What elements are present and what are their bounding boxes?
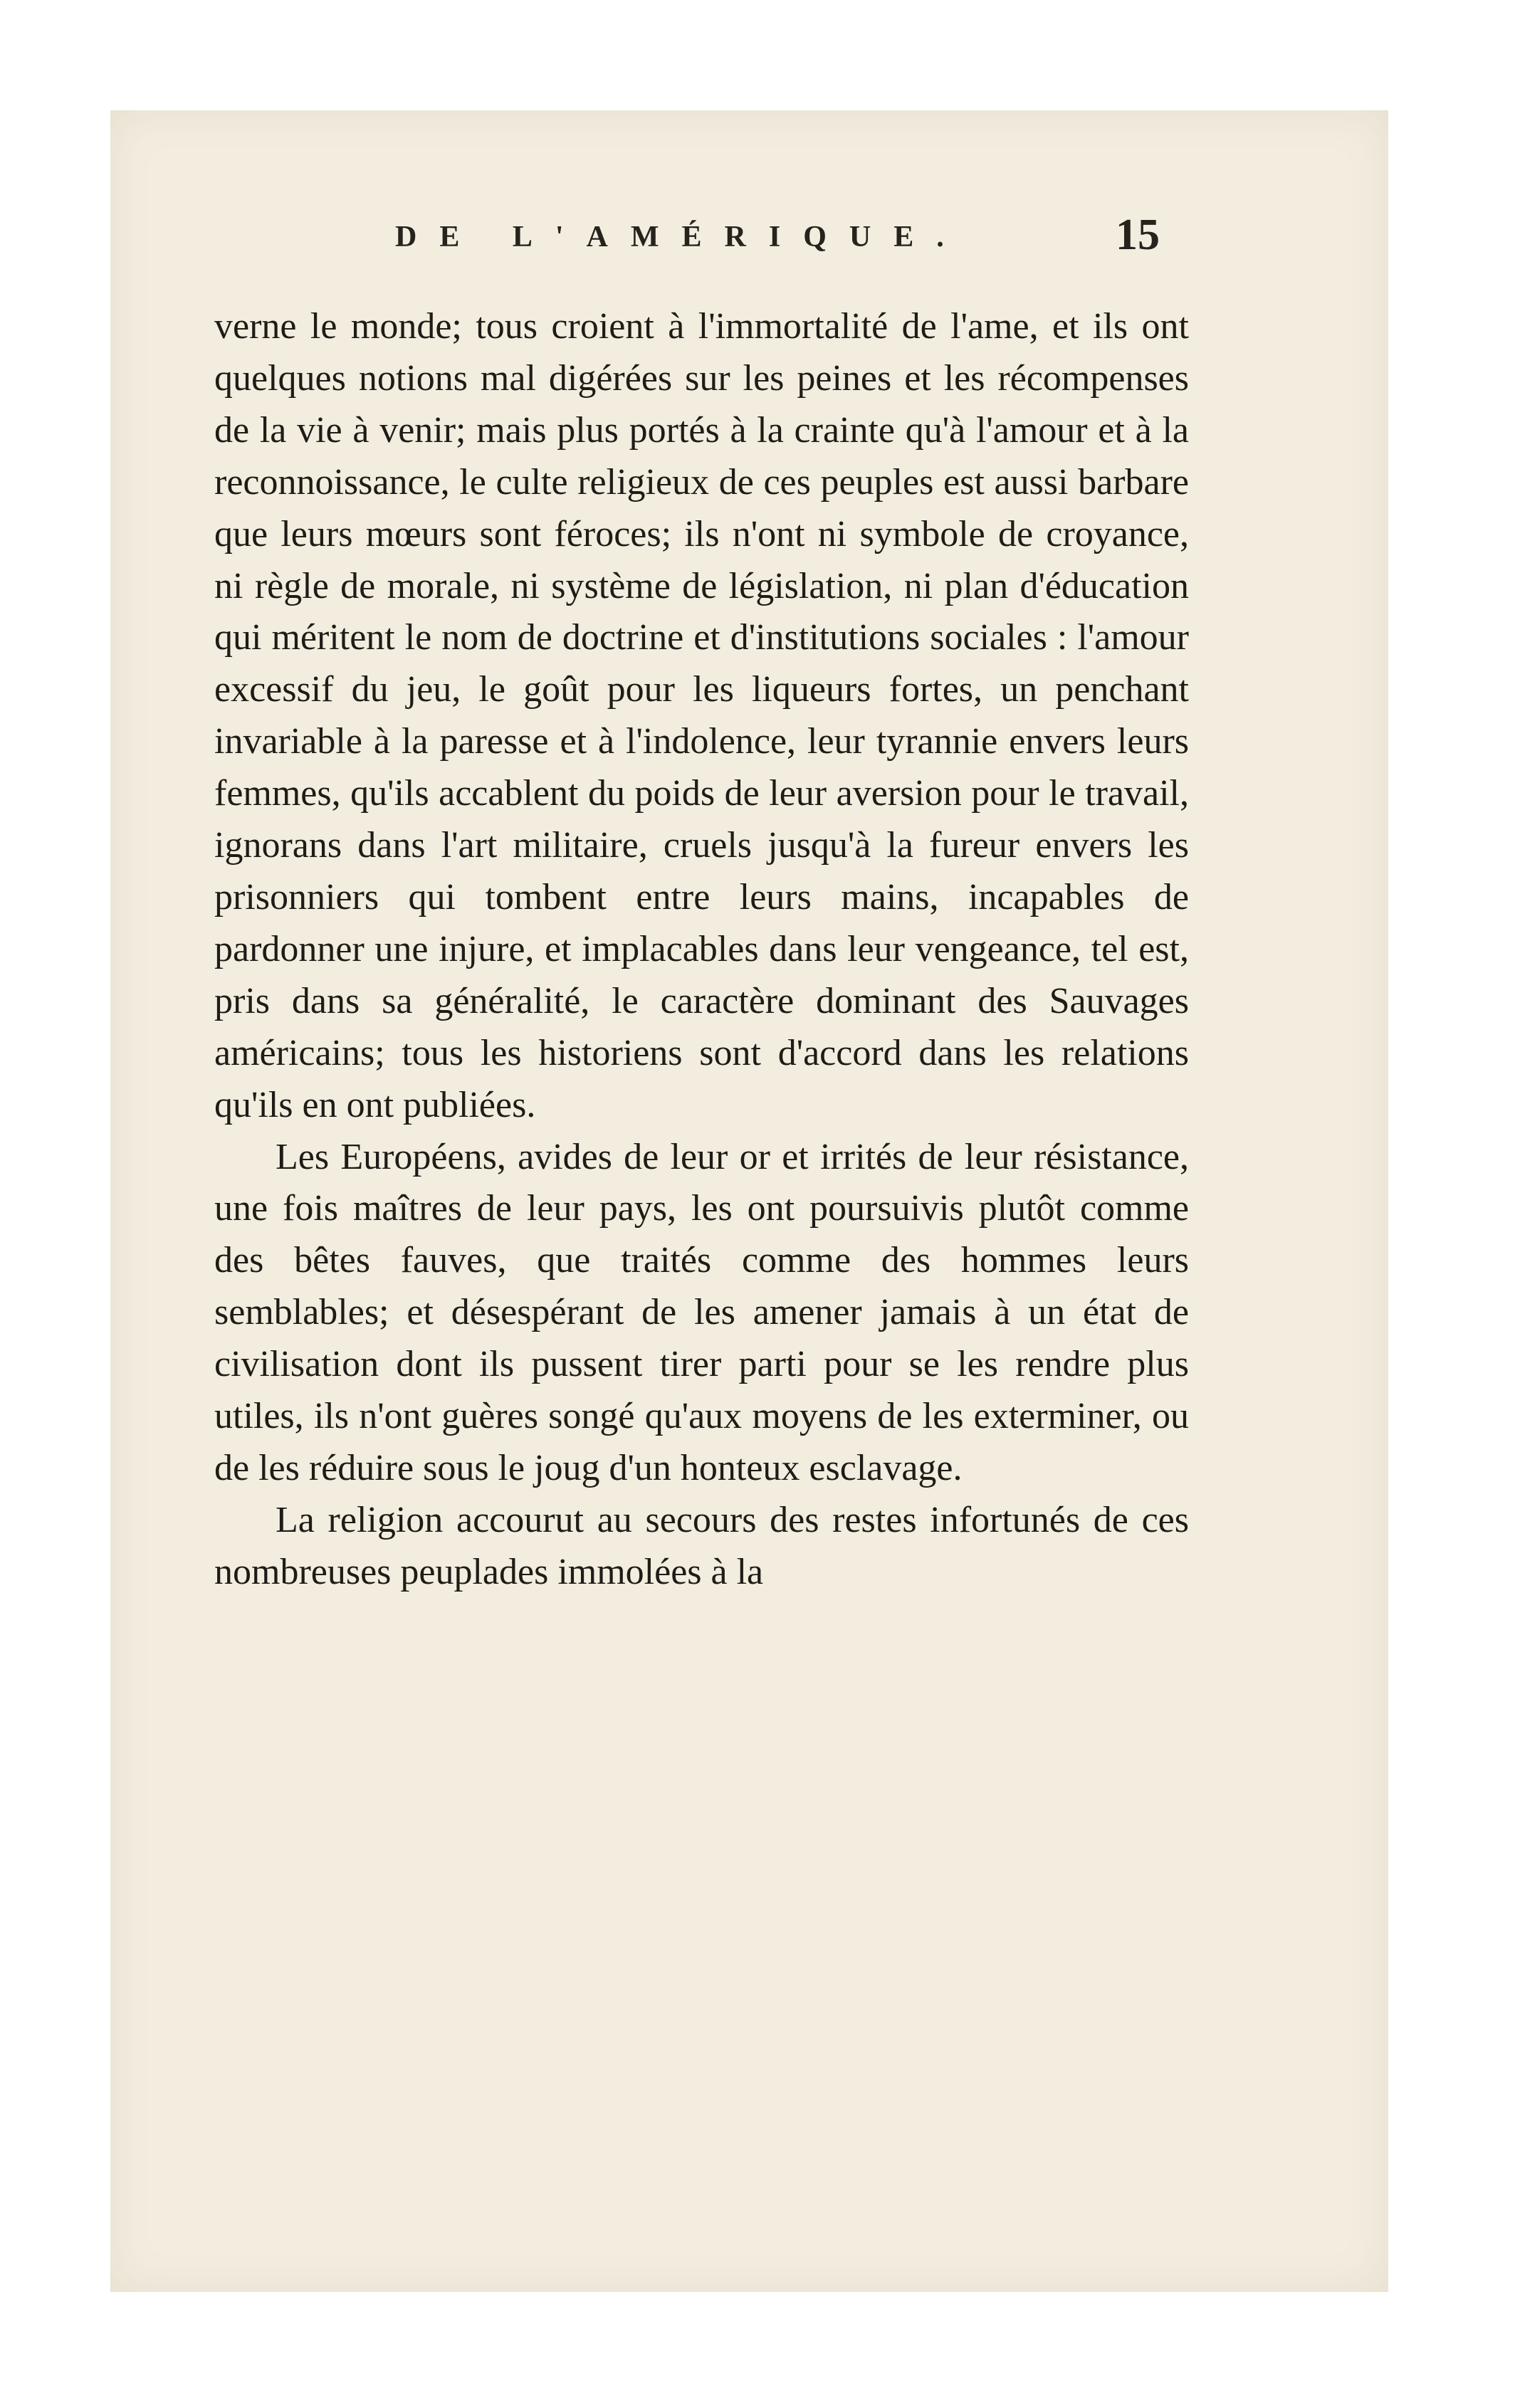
paragraph-1: verne le monde; tous croient à l'immortalité de l'ame, et ils ont quelques notions mal digérées sur les peines et les récompenses de la vie à venir; mais plus portés à la crainte qu'à l'amour et à la reconnoissance, le culte religieux de ces peuples est aussi barbare que leurs mœurs sont féroces; ils n'ont ni symbole de croyance, ni règle de morale, ni système de législation, ni plan d'éducation qui méritent le nom de doctrine et d'institutions sociales : l'amour excessif du jeu, le goût pour les liqueurs fortes, un penchant invariable à la paresse et à l'indolence, leur tyrannie envers leurs femmes, qu'ils accablent du poids de leur aversion pour le travail, ignorans dans l'art militaire, cruels jusqu'à la fureur envers les prisonniers qui tombent entre leurs mains, incapables de pardonner une injure, et implacables dans leur vengeance, tel est, pris dans sa généralité, le caractère dominant des Sauvages américains; tous les historiens sont d'accord dans les relations qu'ils en ont publiées.	[214, 306, 1189, 1125]
paragraph-3: La religion accourut au secours des restes infortunés de ces nombreuses peuplades immolées à la	[214, 1499, 1189, 1592]
body-text	[214, 301, 1189, 1599]
paragraph-2: Les Européens, avides de leur or et irrités de leur résistance, une fois maîtres de leur pays, les ont poursuivis plutôt comme des bêtes fauves, que traités comme des hommes leurs semblables; et désespérant de les amener jamais à un état de civilisation dont ils pussent tirer parti pour se les rendre plus utiles, ils n'ont guères songé qu'aux moyens de les exterminer, ou de les réduire sous le joug d'un honteux esclavage.	[214, 1136, 1189, 1488]
book-page	[110, 110, 1388, 2292]
running-head	[110, 210, 1388, 267]
page-number: 15	[1116, 211, 1160, 259]
running-title: DE L'AMÉRIQUE.	[395, 221, 967, 253]
